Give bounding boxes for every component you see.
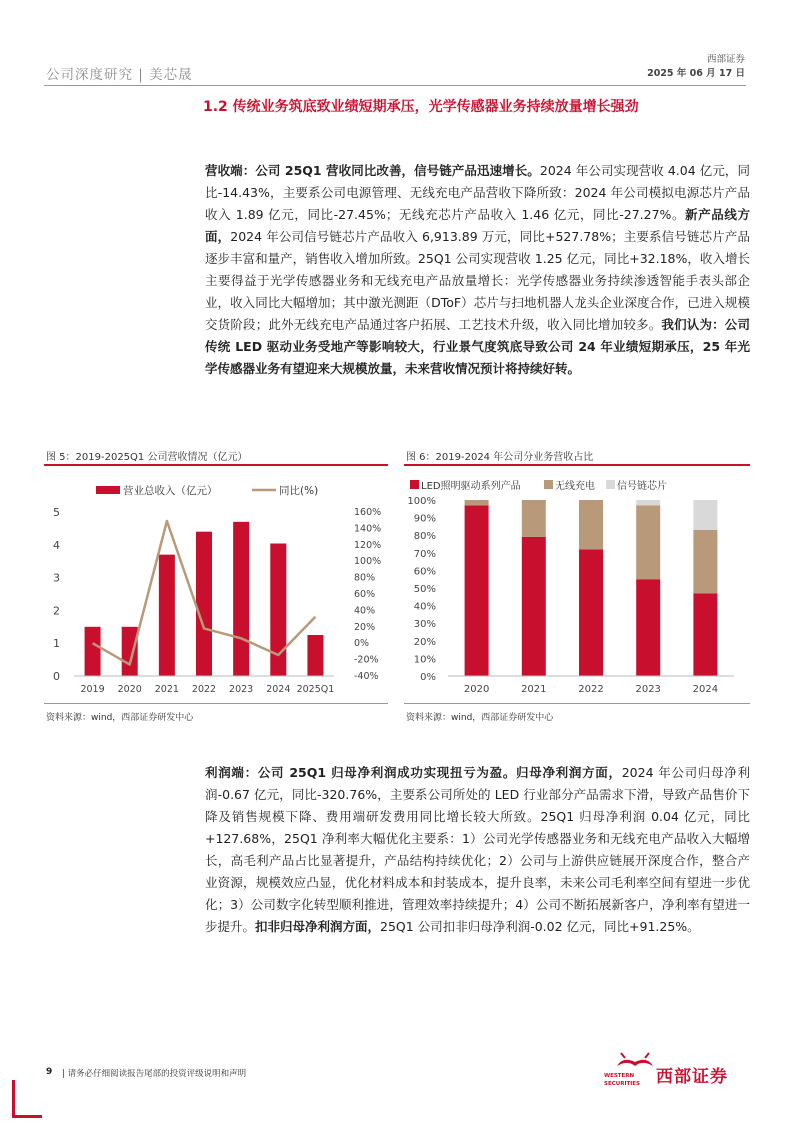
fig5-bottom-rule — [44, 703, 388, 704]
legend-label-2: 信号链芯片 — [617, 481, 667, 492]
section-title: 1.2 传统业务筑底致业绩短期承压，光学传感器业务持续放量增长强劲 — [203, 99, 639, 115]
y-right-tick: 140% — [354, 523, 382, 535]
logo-english: WESTERN SECURITIES — [604, 1073, 641, 1087]
x-tick-label: 2024 — [266, 684, 291, 695]
legend-label-0: LED照明驱动系列产品 — [421, 481, 521, 492]
header-right — [647, 53, 745, 81]
y-tick: 10% — [413, 654, 436, 666]
fig6-rule — [404, 464, 750, 466]
stack-segment — [636, 579, 660, 676]
revenue-bar — [307, 635, 323, 676]
stack-segment — [522, 500, 546, 537]
fig5-title: 图 5：2019-2025Q1 公司营收情况（亿元） — [46, 452, 248, 463]
legend-swatch-0 — [410, 480, 419, 489]
y-tick: 30% — [413, 619, 436, 631]
x-tick-label: 2024 — [692, 684, 719, 695]
revenue-bar — [196, 532, 212, 676]
y-right-tick: 60% — [354, 589, 376, 600]
revenue-text-2: 2024 年公司信号链芯片产品收入 6,913.89 万元，同比+527.78%；主要系信号链芯片产品逐步丰富和量产，销售收入增加所致。25Q1 公司实现营收 1.25 亿元，同比+32.18%，收入增长主要得益于光学传感器业务和无线充电产品放量增长：光学传感器业务持续渗透智能手表头部企业，收入同比大幅增加；其中激光测距（DToF）芯片与扫地机器人龙头企业深度合作，已进入规模交货阶段；此外无线充电产品通过客户拓展、工艺技术升级，收入同比增加较多。 — [205, 229, 750, 332]
revenue-paragraph — [205, 160, 750, 380]
y-tick: 80% — [413, 531, 436, 543]
revenue-bar — [233, 522, 249, 676]
header-report-type: 公司深度研究 | 美芯晟 — [46, 67, 193, 83]
y-tick: 50% — [413, 584, 436, 595]
y-tick: 0% — [420, 672, 436, 683]
revenue-bar — [85, 627, 101, 676]
stack-segment — [693, 530, 717, 593]
y-tick: 70% — [413, 548, 436, 560]
fig6-source: 资料来源：wind，西部证券研发中心 — [406, 713, 554, 723]
stack-segment — [693, 593, 717, 676]
x-tick-label: 2021 — [521, 684, 547, 695]
y-left-tick: 5 — [53, 506, 60, 519]
new-product-lead: 新产品线方面， — [205, 207, 750, 244]
stack-segment — [579, 549, 603, 676]
y-left-tick: 1 — [53, 637, 60, 651]
legend-label-revenue: 营业总收入（亿元） — [123, 485, 218, 497]
y-right-tick: 20% — [354, 621, 376, 633]
footer-corner-mark — [12, 1080, 42, 1118]
stack-segment — [579, 500, 603, 549]
revenue-bar — [122, 627, 138, 676]
x-tick-label: 2021 — [154, 684, 179, 695]
legend-swatch-revenue — [96, 486, 120, 494]
revenue-text-1: 2024 年公司实现营收 4.04 亿元，同比-14.43%，主要系公司电源管理、无线充电产品营收下降所致：2024 年公司模拟电源芯片产品收入 1.89 亿元，同比-27.45%；无线充芯片产品收入 1.46 亿元，同比-27.27%。 — [205, 163, 750, 222]
revenue-lead: 营收端：公司 25Q1 营收同比改善，信号链产品迅速增长。 — [205, 163, 540, 178]
x-tick-label: 2022 — [578, 684, 604, 695]
y-right-tick: -40% — [354, 671, 379, 682]
fig6-title: 图 6：2019-2024 年公司分业务营收占比 — [406, 452, 594, 463]
x-tick-label: 2020 — [117, 684, 142, 695]
stack-segment — [465, 500, 489, 505]
legend-swatch-2 — [606, 480, 615, 489]
bull-logo-icon — [615, 1052, 655, 1072]
x-tick-label: 2023 — [635, 684, 661, 695]
fig5-source: 资料来源：wind，西部证券研发中心 — [46, 713, 194, 723]
legend-label-yoy: 同比(%) — [279, 485, 319, 497]
stack-segment — [636, 500, 660, 505]
y-right-tick: 100% — [354, 556, 382, 568]
profit-text-2: 25Q1 公司扣非归母净利润-0.02 亿元，同比+91.25%。 — [380, 919, 700, 934]
profit-paragraph — [205, 762, 750, 938]
stack-segment — [636, 505, 660, 579]
profit-text-1: 2024 年公司归母净利润-0.67 亿元，同比-320.76%，主要系公司所处的 LED 行业部分产品需求下滑，导致产品售价下降及销售规模下降、费用端研发费用同比增长较大所致。25Q1 归母净利润 0.04 亿元，同比+127.68%，25Q1 净利率大幅优化主要系：1）公司光学传感器业务和无线充电产品收入大幅增长，高毛利产品占比显著提升，产品结构持续优化；2）公司与上游供应链展开深度合作，整合产业资源，规模效应凸显，优化材料成本和封装成本，提升良率，未来公司毛利率空间有望进一步优化；3）公司数字化转型顺利推进，管理效率持续提升；4）公司不断拓展新客户，净利率有望进一步提升。 — [205, 765, 750, 934]
revenue-conclusion: 我们认为：公司传统 LED 驱动业务受地产等影响较大，行业景气度筑底导致公司 24 年业绩短期承压，25 年光学传感器业务有望迎来大规模放量，未来营收情况预计将持续好转。 — [205, 317, 750, 376]
y-right-tick: 0% — [354, 638, 370, 650]
x-tick-label: 2019 — [80, 684, 105, 695]
stack-segment — [693, 500, 717, 530]
y-left-tick: 4 — [53, 538, 60, 552]
y-right-tick: 160% — [354, 507, 382, 518]
y-right-tick: -20% — [354, 654, 379, 666]
revenue-bar — [159, 555, 175, 676]
page-number: 9 — [46, 1067, 53, 1077]
logo-chinese: 西部证券 — [656, 1067, 728, 1087]
x-tick-label: 2022 — [191, 684, 217, 695]
profit-lead: 利润端：公司 25Q1 归母净利润成功实现扭亏为盈。归母净利润方面， — [205, 765, 622, 780]
header-broker: 西部证券 — [706, 54, 745, 65]
stack-segment — [522, 537, 546, 676]
x-tick-label: 2020 — [463, 684, 490, 695]
header-divider — [44, 85, 746, 86]
fig5-rule — [44, 464, 388, 466]
fig5-chart — [44, 468, 390, 700]
legend-label-1: 无线充电 — [555, 481, 595, 492]
fig6-bottom-rule — [404, 703, 750, 704]
y-right-tick: 80% — [354, 572, 376, 584]
y-tick: 40% — [413, 601, 436, 613]
header-date: 2025 年 06 月 17 日 — [647, 68, 745, 79]
y-tick: 60% — [413, 566, 436, 578]
legend-swatch-1 — [544, 480, 553, 489]
footer-disclaimer: | 请务必仔细阅读报告尾部的投资评级说明和声明 — [62, 1069, 247, 1079]
nonrecurring-lead: 扣非归母净利润方面， — [255, 919, 381, 934]
y-left-tick: 2 — [53, 604, 60, 618]
y-right-tick: 40% — [354, 605, 376, 617]
y-left-tick: 0 — [53, 670, 60, 683]
y-tick: 100% — [407, 496, 436, 507]
x-tick-label: 2025Q1 — [296, 684, 335, 695]
y-left-tick: 3 — [53, 571, 60, 585]
stack-segment — [465, 505, 489, 676]
y-tick: 20% — [413, 636, 436, 648]
fig6-chart — [404, 468, 750, 700]
y-right-tick: 120% — [354, 539, 382, 551]
y-tick: 90% — [413, 513, 436, 525]
x-tick-label: 2023 — [229, 684, 254, 695]
